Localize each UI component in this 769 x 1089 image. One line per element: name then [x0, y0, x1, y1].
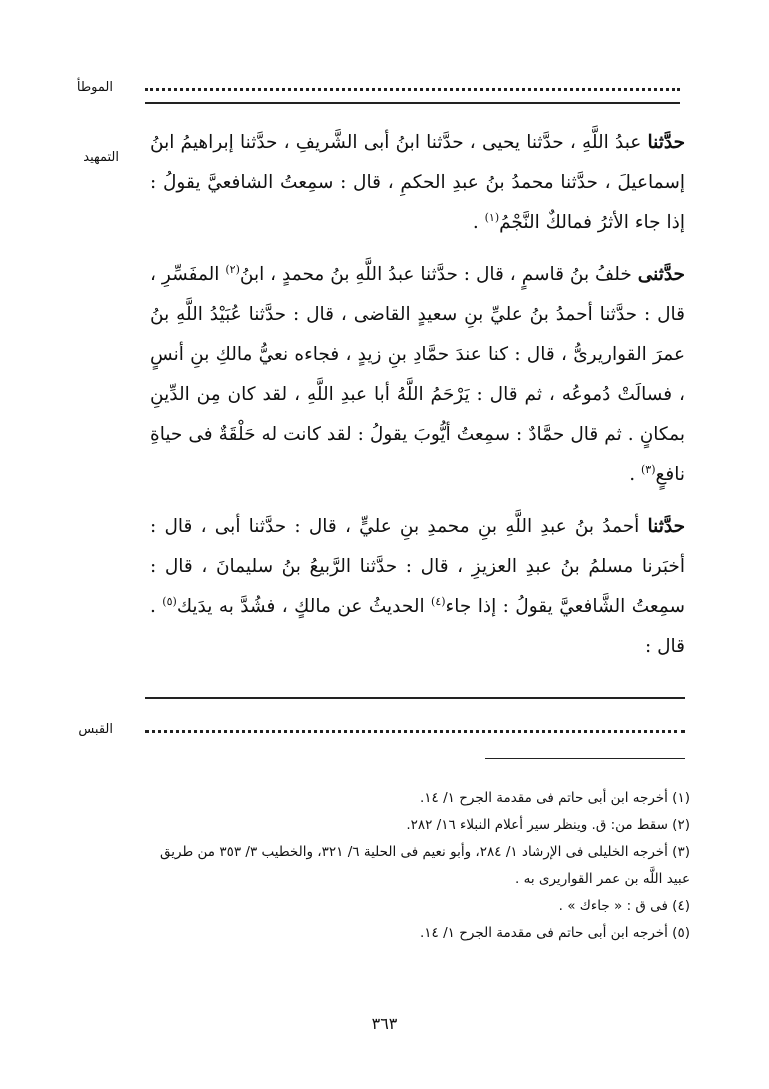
section-dotted-rule: [145, 730, 685, 733]
footnotes: [145, 785, 690, 947]
paragraph-text-continued: المفَسِّرِ ، قال : حدَّثنا أحمدُ بنُ عليِّ بنِ سعيدٍ القاضى ، قال : حدَّثنا عُبَيْدُ اللَّهِ بنُ عمرَ القواريرىُّ ، قال : كنا عندَ حمَّادِ بنِ زيدٍ ، فجاءه نعيُّ مالكِ بنِ أنسٍ ، فسالَتْ دُموعُه ، ثم قال : يَرْحَمُ اللَّهُ أبا عبدِ اللَّهِ ، لقد كان مِن الدِّينِ بمكانٍ . ثم قال حمَّادٌ : سمِعتُ أيُّوبَ يقولُ : لقد كانت له حَلْقَةٌ فى حياةِ نافعٍ: [150, 264, 685, 485]
paragraph-keyword: حدَّثنا: [647, 132, 685, 153]
section-solid-rule: [145, 697, 685, 699]
paragraph-end: .: [629, 464, 641, 485]
footnote-3: (٣) أخرجه الخليلى فى الإرشاد ١/ ٢٨٤، وأبو نعيم فى الحلية ٦/ ٣٢١، والخطيب ٣/ ٣٥٣ من طريق عبيد اللَّه بن عمر القواريرى به .: [160, 844, 690, 887]
paragraph-text: أحمدُ بنُ عبدِ اللَّهِ بنِ محمدِ بنِ عليٍّ ، قال : حدَّثنا أبى ، قال : أخبَرنا مسلمُ بنُ عبدِ العزيزِ ، قال : حدَّثنا الرَّبيعُ بنُ سليمانَ ، قال : سمِعتُ الشَّافعيَّ يقولُ : إذا جاء: [150, 516, 685, 617]
footnote-ref: (٢): [225, 262, 240, 276]
paragraph-keyword: حدَّثنى: [637, 264, 685, 285]
footnote-ref: (٣): [641, 462, 656, 476]
footnote-ref: (١): [484, 210, 500, 224]
paragraph-text: عبدُ اللَّهِ ، حدَّثنا يحيى ، حدَّثنا ابنُ أبى الشَّريفِ ، حدَّثنا إبراهيمُ ابنُ إسماعيلَ ، حدَّثنا محمدُ بنُ عبدِ الحكمِ ، قال : سمِعتُ الشافعيَّ يقولُ : إذا جاء الأثرُ فمالكٌ النَّجْمُ: [150, 132, 685, 233]
paragraph-text-continued: الحديثُ عن مالكٍ ، فشُدَّ به يدَيك: [176, 596, 432, 617]
footnote-2: (٢) سقط من: ق. وينظر سير أعلام النبلاء ١٦/ ٢٨٢.: [406, 817, 690, 833]
footnote-ref: (٤): [431, 594, 446, 608]
header-label-muwatta: الموطأ: [76, 80, 113, 95]
paragraph-end: .: [472, 212, 485, 233]
page-number: ٣٦٣: [371, 1014, 398, 1033]
paragraph-text: خلفُ بنُ قاسمٍ ، قال : حدَّثنا عبدُ اللَّهِ بنُ محمدٍ ، ابنُ: [239, 264, 638, 285]
paragraph-end: . قال :: [150, 596, 685, 657]
footnote-ref: (٥): [162, 594, 177, 608]
side-label-tamhid: التمهيد: [83, 150, 119, 165]
paragraph-keyword: حدَّثنا: [647, 516, 685, 537]
footnote-4: (٤) فى ق : « جاءك » .: [558, 898, 690, 914]
paragraph-2: [150, 255, 685, 495]
main-text: [150, 123, 685, 679]
footnote-5: (٥) أخرجه ابن أبى حاتم فى مقدمة الجرح ١/ ١٤.: [419, 925, 690, 941]
footnote-1: (١) أخرجه ابن أبى حاتم فى مقدمة الجرح ١/ ١٤.: [419, 790, 690, 806]
footnote-rule: [485, 758, 685, 759]
header-solid-rule: [145, 102, 680, 104]
paragraph-1: [150, 123, 685, 243]
paragraph-3: [150, 507, 685, 667]
header-dotted-rule: [145, 88, 680, 91]
side-label-qabas: القبس: [78, 722, 113, 737]
